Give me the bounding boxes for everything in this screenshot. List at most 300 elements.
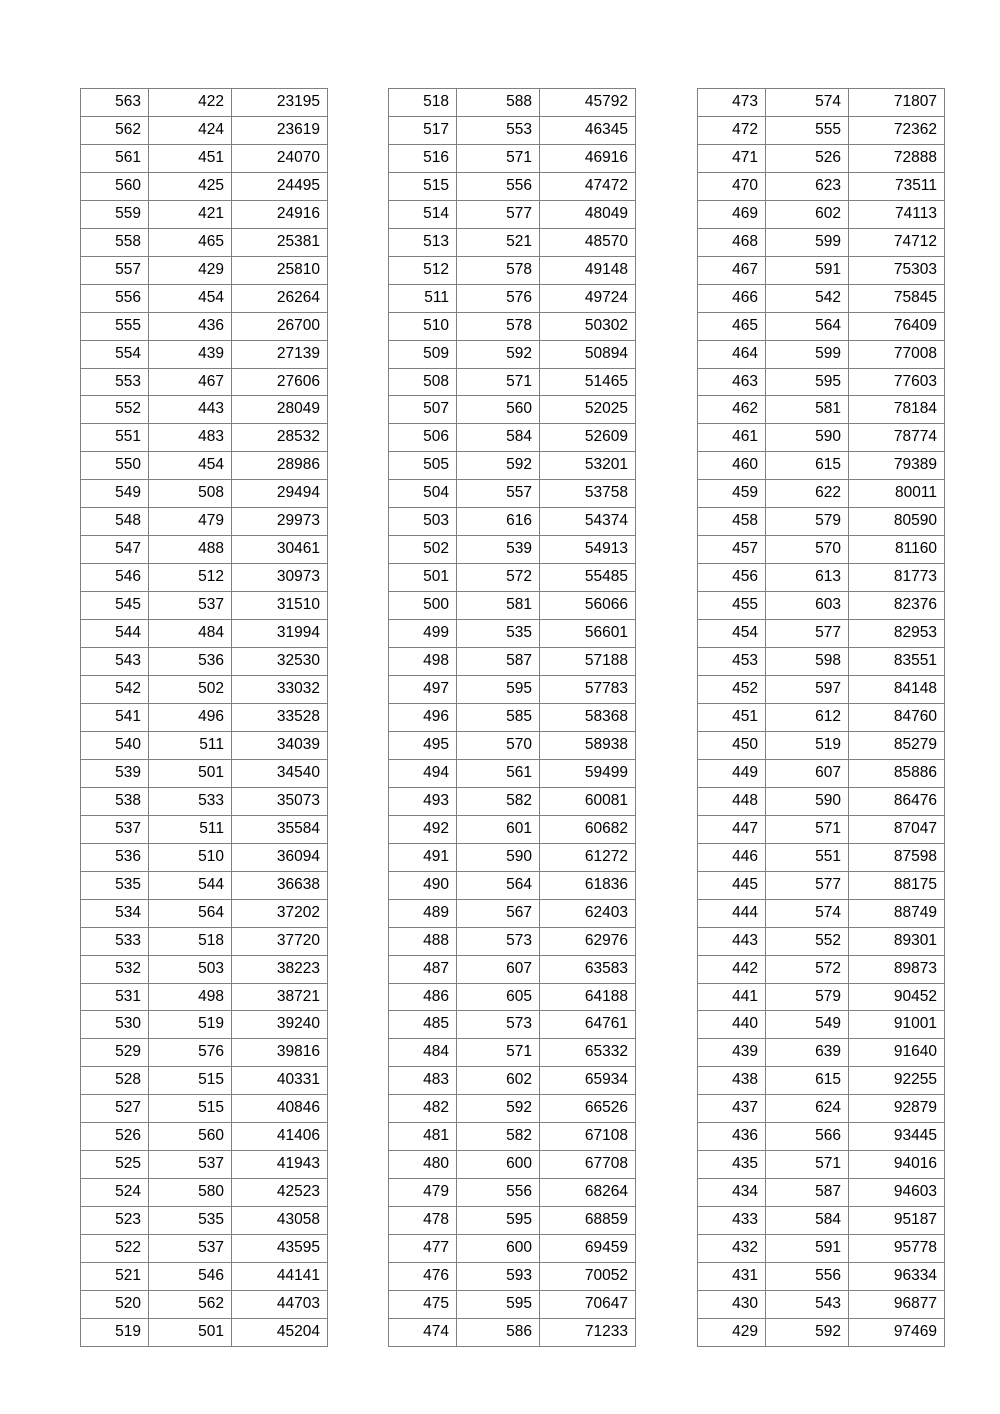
cell-count: 572: [457, 564, 540, 592]
cell-cumulative: 58938: [540, 731, 636, 759]
cell-cumulative: 75845: [849, 284, 945, 312]
cell-count: 560: [149, 1123, 232, 1151]
table-row: [81, 815, 328, 843]
cell-count: 526: [766, 144, 849, 172]
cell-rank: 562: [81, 116, 149, 144]
cell-rank: 522: [81, 1235, 149, 1263]
cell-rank: 434: [698, 1179, 766, 1207]
cell-count: 578: [457, 256, 540, 284]
table-row: [81, 1151, 328, 1179]
cell-cumulative: 28986: [232, 452, 328, 480]
table-row: [389, 256, 636, 284]
cell-cumulative: 25810: [232, 256, 328, 284]
cell-cumulative: 27139: [232, 340, 328, 368]
cell-rank: 560: [81, 172, 149, 200]
cell-rank: 495: [389, 731, 457, 759]
cell-rank: 443: [698, 927, 766, 955]
cell-cumulative: 35073: [232, 787, 328, 815]
cell-cumulative: 31994: [232, 620, 328, 648]
cell-rank: 521: [81, 1263, 149, 1291]
table-row: [389, 536, 636, 564]
cell-count: 570: [457, 731, 540, 759]
cell-rank: 450: [698, 731, 766, 759]
cell-rank: 472: [698, 116, 766, 144]
cell-count: 422: [149, 89, 232, 117]
cell-count: 557: [457, 480, 540, 508]
table-row: [389, 144, 636, 172]
cell-rank: 499: [389, 620, 457, 648]
cell-rank: 555: [81, 312, 149, 340]
cell-rank: 437: [698, 1095, 766, 1123]
table-row: [81, 1095, 328, 1123]
cell-cumulative: 92255: [849, 1067, 945, 1095]
cell-cumulative: 66526: [540, 1095, 636, 1123]
cell-cumulative: 81773: [849, 564, 945, 592]
cell-count: 515: [149, 1067, 232, 1095]
cell-count: 595: [457, 1290, 540, 1318]
cell-count: 436: [149, 312, 232, 340]
cell-count: 533: [149, 787, 232, 815]
cell-cumulative: 39240: [232, 1011, 328, 1039]
cell-count: 587: [766, 1179, 849, 1207]
table-row: [81, 1318, 328, 1346]
cell-count: 582: [457, 787, 540, 815]
cell-count: 579: [766, 508, 849, 536]
cell-count: 556: [457, 172, 540, 200]
cell-count: 639: [766, 1039, 849, 1067]
cell-cumulative: 41943: [232, 1151, 328, 1179]
table-row: [698, 1123, 945, 1151]
cell-rank: 525: [81, 1151, 149, 1179]
cell-cumulative: 26700: [232, 312, 328, 340]
cell-count: 549: [766, 1011, 849, 1039]
cell-rank: 553: [81, 368, 149, 396]
cell-cumulative: 71233: [540, 1318, 636, 1346]
cell-rank: 504: [389, 480, 457, 508]
cell-count: 542: [766, 284, 849, 312]
table-row: [81, 508, 328, 536]
cell-cumulative: 36094: [232, 843, 328, 871]
cell-count: 584: [457, 424, 540, 452]
table-row: [698, 843, 945, 871]
cell-rank: 509: [389, 340, 457, 368]
cell-rank: 518: [389, 89, 457, 117]
table-row: [81, 89, 328, 117]
cell-rank: 506: [389, 424, 457, 452]
cell-cumulative: 49724: [540, 284, 636, 312]
cell-rank: 478: [389, 1207, 457, 1235]
table-row: [389, 340, 636, 368]
cell-cumulative: 70052: [540, 1263, 636, 1291]
cell-cumulative: 39816: [232, 1039, 328, 1067]
table-row: [698, 200, 945, 228]
table-row: [698, 1039, 945, 1067]
cell-cumulative: 55485: [540, 564, 636, 592]
table-row: [698, 228, 945, 256]
cell-rank: 558: [81, 228, 149, 256]
cell-rank: 523: [81, 1207, 149, 1235]
table-row: [81, 899, 328, 927]
cell-count: 443: [149, 396, 232, 424]
cell-count: 544: [149, 871, 232, 899]
cell-rank: 455: [698, 592, 766, 620]
table-row: [389, 983, 636, 1011]
table-row: [698, 256, 945, 284]
cell-cumulative: 78774: [849, 424, 945, 452]
cell-rank: 536: [81, 843, 149, 871]
cell-cumulative: 50302: [540, 312, 636, 340]
cell-count: 571: [457, 144, 540, 172]
cell-count: 595: [766, 368, 849, 396]
cell-count: 616: [457, 508, 540, 536]
cell-count: 615: [766, 452, 849, 480]
cell-cumulative: 57783: [540, 676, 636, 704]
cell-count: 605: [457, 983, 540, 1011]
cell-rank: 548: [81, 508, 149, 536]
cell-count: 498: [149, 983, 232, 1011]
cell-count: 429: [149, 256, 232, 284]
cell-cumulative: 33032: [232, 676, 328, 704]
table-row: [389, 172, 636, 200]
table-row: [698, 452, 945, 480]
table-row: [389, 843, 636, 871]
cell-count: 578: [457, 312, 540, 340]
table-block-1: [80, 88, 328, 1347]
cell-count: 561: [457, 759, 540, 787]
cell-cumulative: 82953: [849, 620, 945, 648]
cell-cumulative: 35584: [232, 815, 328, 843]
cell-cumulative: 48570: [540, 228, 636, 256]
cell-count: 615: [766, 1067, 849, 1095]
table-row: [698, 1067, 945, 1095]
cell-rank: 435: [698, 1151, 766, 1179]
cell-count: 597: [766, 676, 849, 704]
cell-count: 555: [766, 116, 849, 144]
table-row: [698, 815, 945, 843]
cell-rank: 503: [389, 508, 457, 536]
cell-rank: 532: [81, 955, 149, 983]
cell-cumulative: 28049: [232, 396, 328, 424]
cell-count: 566: [766, 1123, 849, 1151]
cell-rank: 463: [698, 368, 766, 396]
cell-count: 600: [457, 1151, 540, 1179]
cell-count: 562: [149, 1290, 232, 1318]
cell-cumulative: 85279: [849, 731, 945, 759]
cell-cumulative: 71807: [849, 89, 945, 117]
cell-rank: 486: [389, 983, 457, 1011]
cell-rank: 462: [698, 396, 766, 424]
cell-cumulative: 45204: [232, 1318, 328, 1346]
cell-cumulative: 79389: [849, 452, 945, 480]
cell-rank: 481: [389, 1123, 457, 1151]
cell-count: 598: [766, 648, 849, 676]
cell-count: 599: [766, 340, 849, 368]
table-body-2: [389, 89, 636, 1347]
cell-count: 439: [149, 340, 232, 368]
table-row: [389, 480, 636, 508]
table-row: [698, 731, 945, 759]
cell-rank: 561: [81, 144, 149, 172]
table-row: [389, 116, 636, 144]
cell-count: 425: [149, 172, 232, 200]
cell-cumulative: 49148: [540, 256, 636, 284]
table-row: [389, 312, 636, 340]
cell-rank: 432: [698, 1235, 766, 1263]
cell-rank: 492: [389, 815, 457, 843]
cell-cumulative: 58368: [540, 703, 636, 731]
cell-rank: 464: [698, 340, 766, 368]
cell-count: 551: [766, 843, 849, 871]
cell-rank: 540: [81, 731, 149, 759]
cell-cumulative: 63583: [540, 955, 636, 983]
cell-count: 577: [766, 620, 849, 648]
cell-rank: 445: [698, 871, 766, 899]
table-row: [698, 787, 945, 815]
table-row: [81, 676, 328, 704]
table-row: [698, 1095, 945, 1123]
table-row: [81, 256, 328, 284]
table-row: [81, 1207, 328, 1235]
table-row: [698, 116, 945, 144]
cell-rank: 470: [698, 172, 766, 200]
cell-count: 454: [149, 284, 232, 312]
table-row: [81, 955, 328, 983]
table-row: [698, 927, 945, 955]
cell-count: 592: [457, 452, 540, 480]
cell-rank: 542: [81, 676, 149, 704]
table-row: [81, 620, 328, 648]
table-row: [698, 340, 945, 368]
cell-count: 601: [457, 815, 540, 843]
cell-rank: 438: [698, 1067, 766, 1095]
cell-count: 537: [149, 1235, 232, 1263]
cell-rank: 546: [81, 564, 149, 592]
cell-count: 454: [149, 452, 232, 480]
cell-cumulative: 44141: [232, 1263, 328, 1291]
table-row: [81, 1263, 328, 1291]
cell-count: 539: [457, 536, 540, 564]
cell-count: 511: [149, 815, 232, 843]
cell-count: 567: [457, 899, 540, 927]
score-table-2: [388, 88, 636, 1347]
cell-count: 521: [457, 228, 540, 256]
cell-rank: 488: [389, 927, 457, 955]
table-row: [698, 1290, 945, 1318]
cell-count: 585: [457, 703, 540, 731]
table-row: [698, 564, 945, 592]
cell-count: 465: [149, 228, 232, 256]
cell-rank: 493: [389, 787, 457, 815]
cell-rank: 456: [698, 564, 766, 592]
cell-rank: 489: [389, 899, 457, 927]
cell-cumulative: 24070: [232, 144, 328, 172]
table-row: [81, 1011, 328, 1039]
cell-cumulative: 27606: [232, 368, 328, 396]
cell-cumulative: 69459: [540, 1235, 636, 1263]
cell-count: 576: [457, 284, 540, 312]
table-row: [81, 396, 328, 424]
cell-rank: 508: [389, 368, 457, 396]
cell-count: 537: [149, 592, 232, 620]
cell-rank: 474: [389, 1318, 457, 1346]
table-row: [81, 144, 328, 172]
table-row: [81, 284, 328, 312]
cell-count: 624: [766, 1095, 849, 1123]
cell-count: 511: [149, 731, 232, 759]
table-row: [389, 368, 636, 396]
cell-cumulative: 32530: [232, 648, 328, 676]
table-row: [389, 927, 636, 955]
cell-rank: 543: [81, 648, 149, 676]
cell-cumulative: 30461: [232, 536, 328, 564]
cell-count: 600: [457, 1235, 540, 1263]
cell-count: 503: [149, 955, 232, 983]
cell-cumulative: 50894: [540, 340, 636, 368]
table-row: [389, 1235, 636, 1263]
table-row: [389, 452, 636, 480]
cell-rank: 544: [81, 620, 149, 648]
cell-count: 535: [149, 1207, 232, 1235]
cell-cumulative: 87598: [849, 843, 945, 871]
cell-cumulative: 38721: [232, 983, 328, 1011]
cell-count: 574: [766, 899, 849, 927]
cell-count: 573: [457, 927, 540, 955]
cell-cumulative: 94016: [849, 1151, 945, 1179]
table-row: [698, 648, 945, 676]
cell-count: 553: [457, 116, 540, 144]
cell-cumulative: 85886: [849, 759, 945, 787]
table-row: [698, 536, 945, 564]
cell-rank: 557: [81, 256, 149, 284]
cell-rank: 547: [81, 536, 149, 564]
table-row: [389, 1151, 636, 1179]
cell-rank: 551: [81, 424, 149, 452]
cell-rank: 449: [698, 759, 766, 787]
cell-cumulative: 30973: [232, 564, 328, 592]
table-row: [389, 592, 636, 620]
table-row: [81, 1290, 328, 1318]
cell-rank: 475: [389, 1290, 457, 1318]
cell-cumulative: 65934: [540, 1067, 636, 1095]
table-row: [81, 116, 328, 144]
cell-count: 582: [457, 1123, 540, 1151]
cell-cumulative: 61836: [540, 871, 636, 899]
cell-count: 592: [766, 1318, 849, 1346]
cell-cumulative: 44703: [232, 1290, 328, 1318]
cell-cumulative: 29973: [232, 508, 328, 536]
cell-cumulative: 43058: [232, 1207, 328, 1235]
table-row: [81, 368, 328, 396]
cell-rank: 431: [698, 1263, 766, 1291]
cell-rank: 563: [81, 89, 149, 117]
cell-count: 560: [457, 396, 540, 424]
table-row: [389, 200, 636, 228]
cell-rank: 550: [81, 452, 149, 480]
cell-cumulative: 88175: [849, 871, 945, 899]
cell-count: 570: [766, 536, 849, 564]
cell-count: 573: [457, 1011, 540, 1039]
cell-count: 535: [457, 620, 540, 648]
cell-count: 496: [149, 703, 232, 731]
cell-rank: 448: [698, 787, 766, 815]
cell-cumulative: 28532: [232, 424, 328, 452]
cell-count: 519: [766, 731, 849, 759]
cell-rank: 552: [81, 396, 149, 424]
cell-cumulative: 23619: [232, 116, 328, 144]
table-row: [81, 1123, 328, 1151]
cell-rank: 446: [698, 843, 766, 871]
cell-cumulative: 77008: [849, 340, 945, 368]
cell-rank: 539: [81, 759, 149, 787]
cell-cumulative: 29494: [232, 480, 328, 508]
cell-count: 581: [766, 396, 849, 424]
cell-rank: 491: [389, 843, 457, 871]
table-row: [698, 424, 945, 452]
cell-rank: 430: [698, 1290, 766, 1318]
cell-rank: 465: [698, 312, 766, 340]
table-row: [698, 1318, 945, 1346]
cell-count: 602: [457, 1067, 540, 1095]
cell-cumulative: 36638: [232, 871, 328, 899]
cell-rank: 513: [389, 228, 457, 256]
cell-count: 467: [149, 368, 232, 396]
table-row: [389, 1011, 636, 1039]
cell-rank: 512: [389, 256, 457, 284]
table-row: [81, 536, 328, 564]
table-row: [698, 759, 945, 787]
cell-rank: 483: [389, 1067, 457, 1095]
cell-rank: 484: [389, 1039, 457, 1067]
cell-cumulative: 81160: [849, 536, 945, 564]
table-body-1: [81, 89, 328, 1347]
cell-cumulative: 51465: [540, 368, 636, 396]
cell-rank: 479: [389, 1179, 457, 1207]
cell-count: 612: [766, 703, 849, 731]
cell-rank: 471: [698, 144, 766, 172]
cell-count: 571: [766, 815, 849, 843]
cell-rank: 511: [389, 284, 457, 312]
cell-rank: 460: [698, 452, 766, 480]
cell-cumulative: 48049: [540, 200, 636, 228]
table-block-3: [697, 88, 945, 1347]
cell-rank: 439: [698, 1039, 766, 1067]
cell-count: 599: [766, 228, 849, 256]
cell-rank: 559: [81, 200, 149, 228]
cell-rank: 498: [389, 648, 457, 676]
cell-rank: 466: [698, 284, 766, 312]
table-row: [389, 648, 636, 676]
cell-count: 421: [149, 200, 232, 228]
table-row: [81, 731, 328, 759]
cell-count: 579: [766, 983, 849, 1011]
cell-cumulative: 94603: [849, 1179, 945, 1207]
cell-count: 564: [457, 871, 540, 899]
score-table-1: [80, 88, 328, 1347]
table-row: [81, 424, 328, 452]
table-row: [81, 564, 328, 592]
table-row: [698, 172, 945, 200]
table-row: [698, 368, 945, 396]
table-row: [389, 424, 636, 452]
table-row: [81, 452, 328, 480]
table-body-3: [698, 89, 945, 1347]
cell-cumulative: 24495: [232, 172, 328, 200]
cell-cumulative: 93445: [849, 1123, 945, 1151]
cell-rank: 529: [81, 1039, 149, 1067]
cell-rank: 500: [389, 592, 457, 620]
cell-cumulative: 96334: [849, 1263, 945, 1291]
cell-rank: 447: [698, 815, 766, 843]
